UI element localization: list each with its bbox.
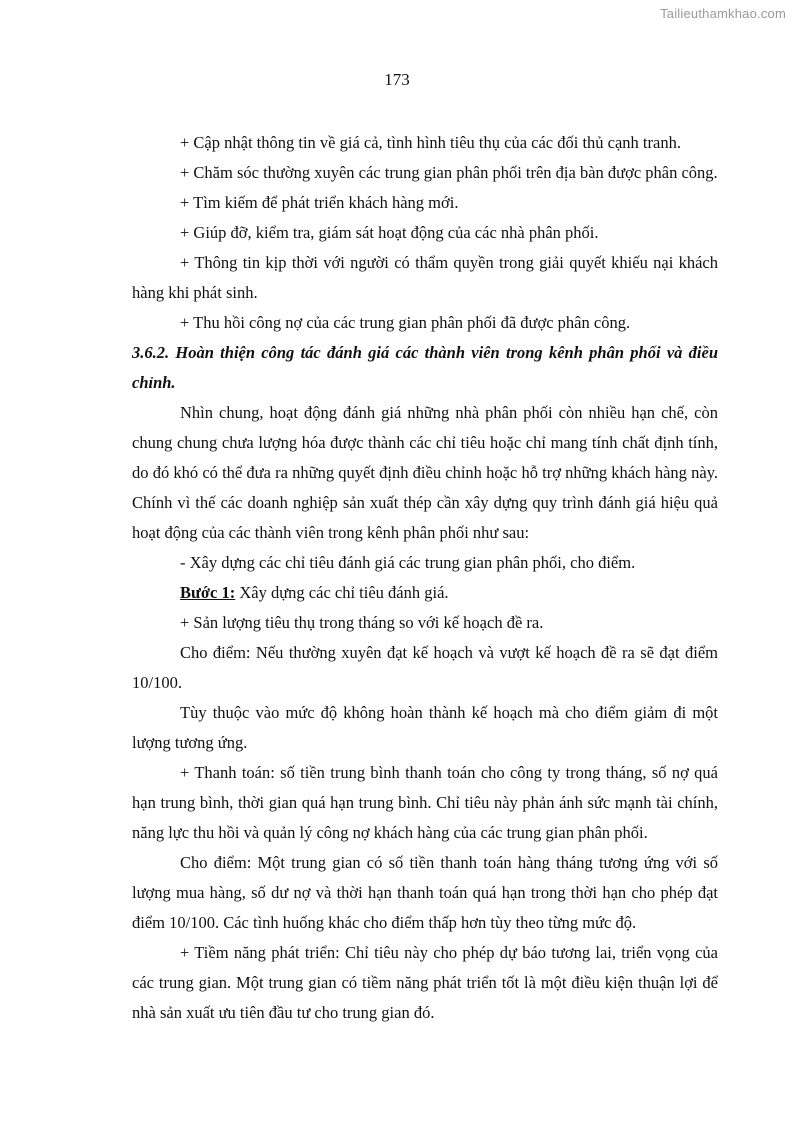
paragraph-bullet-1: + Cập nhật thông tin về giá cả, tình hình tiêu thụ của các đối thủ cạnh tranh. [180, 133, 681, 152]
paragraph-scoring-2: Tùy thuộc vào mức độ không hoàn thành kế hoạch mà cho điểm giảm đi một lượng tương ứng. [132, 703, 718, 752]
paragraph-bullet-2: + Chăm sóc thường xuyên các trung gian phân phối trên địa bàn được phân công. [180, 163, 718, 182]
step-1-text: Xây dựng các chỉ tiêu đánh giá. [235, 583, 449, 602]
paragraph-payment: + Thanh toán: số tiền trung bình thanh toán cho công ty trong tháng, số nợ quá hạn trung bình, thời gian quá hạn trung bình. Chỉ tiêu này phản ánh sức mạnh tài chính, năng lực thu hồi và quản lý công nợ khách hàng của các trung gian phân phối. [132, 763, 718, 842]
paragraph-step-1 [132, 578, 718, 608]
document-body [132, 128, 718, 1028]
paragraph-bullet-4: + Giúp đỡ, kiểm tra, giám sát hoạt động của các nhà phân phối. [180, 223, 599, 242]
paragraph-bullet-6: + Thu hồi công nợ của các trung gian phân phối đã được phân công. [180, 313, 631, 332]
page-number: 173 [384, 70, 410, 89]
watermark-text: Tailieuthamkhao.com [660, 6, 786, 21]
paragraph-criteria: - Xây dựng các chỉ tiêu đánh giá các trung gian phân phối, cho điểm. [180, 553, 636, 572]
paragraph-overview: Nhìn chung, hoạt động đánh giá những nhà phân phối còn nhiều hạn chế, còn chung chung chưa lượng hóa được thành các chỉ tiêu hoặc chỉ mang tính chất định tính, do đó khó có thể đưa ra những quyết định điều chỉnh hoặc hỗ trợ những khách hàng này. Chính vì thế các doanh nghiệp sản xuất thép cần xây dựng quy trình đánh giá hiệu quả hoạt động của các thành viên trong kênh phân phối như sau: [132, 403, 718, 542]
paragraph-bullet-3: + Tìm kiếm để phát triển khách hàng mới. [180, 193, 459, 212]
section-heading: 3.6.2. Hoàn thiện công tác đánh giá các thành viên trong kênh phân phối và điều chỉnh. [132, 343, 718, 392]
paragraph-potential: + Tiềm năng phát triển: Chỉ tiêu này cho phép dự báo tương lai, triển vọng của các trung gian. Một trung gian có tiềm năng phát triển tốt là một điều kiện thuận lợi để nhà sản xuất ưu tiên đầu tư cho trung gian đó. [132, 943, 718, 1022]
step-1-label: Bước 1: [180, 583, 236, 602]
paragraph-sales-volume: + Sản lượng tiêu thụ trong tháng so với kế hoạch đề ra. [180, 613, 544, 632]
paragraph-scoring-3: Cho điểm: Một trung gian có số tiền thanh toán hàng tháng tương ứng với số lượng mua hàng, số dư nợ và thời hạn thanh toán quá hạn trong thời hạn cho phép đạt điểm 10/100. Các tình huống khác cho điểm thấp hơn tùy theo từng mức độ. [132, 853, 718, 932]
paragraph-scoring-1: Cho điểm: Nếu thường xuyên đạt kế hoạch và vượt kế hoạch đề ra sẽ đạt điểm 10/100. [132, 643, 718, 692]
paragraph-bullet-5: + Thông tin kịp thời với người có thẩm quyền trong giải quyết khiếu nại khách hàng khi phát sinh. [132, 253, 718, 302]
